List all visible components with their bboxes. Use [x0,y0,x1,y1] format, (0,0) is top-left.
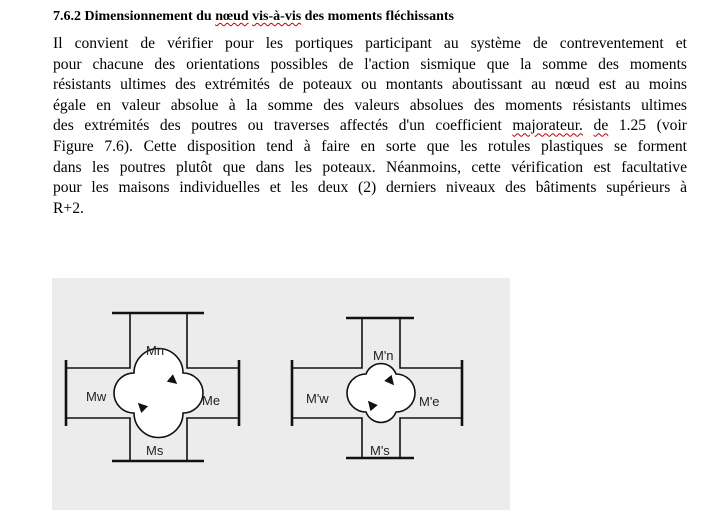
label-right-west: M'w [306,391,329,406]
label-left-north: Mn [146,343,165,358]
label-right-north: M'n [373,348,394,363]
paragraph-line-9: R+2. [53,199,84,217]
paragraph-line-5-b: majorateur. [512,117,583,135]
heading-text-c: vis-à-vis [252,9,302,24]
paragraph-line-5-c: de [593,117,609,135]
paragraph-line-3: résistants ultimes des extrémités de poteaux ou montants aboutissant au nœud est au moins [53,76,687,94]
label-right-south: M's [370,443,390,458]
paragraph-line-8: pour les maisons individuelles et les deux (2) derniers niveaux des bâtiments supérieurs à [53,179,687,197]
paragraph-line-4: égale en valeur absolue à la somme des valeurs absolues des moments résistants ultimes [53,96,687,114]
label-left-west: Mw [86,389,107,404]
paragraph-line-6: Figure 7.6). Cette disposition tend à faire en sorte que les rotules plastiques se forment [53,137,687,155]
paragraph-line-2: pour chacune des orientations possibles de l'action sismique que la somme des moments [53,55,687,73]
label-right-east: M'e [419,394,440,409]
heading-text-a: Dimensionnement du [84,9,212,24]
moment-diagram-figure [52,278,510,510]
moment-diagram-svg [52,278,510,510]
heading-text-b: nœud [215,9,249,24]
paragraph-line-5-a: des extrémités des poutres ou traverses affectés d'un coefficient [53,117,502,135]
paragraph-line-5-d: 1.25 (voir [618,117,687,135]
section-heading [53,9,454,25]
label-left-south: Ms [146,443,164,458]
heading-number: 7.6.2 [53,9,81,24]
body-paragraph [53,34,687,219]
heading-text-d: des moments fléchissants [304,9,454,24]
paragraph-line-5 [53,116,687,137]
label-left-east: Me [202,393,221,408]
paragraph-line-7: dans les poutres plutôt que dans les poteaux. Néanmoins, cette vérification est facultative [53,158,687,176]
paragraph-line-1: Il convient de vérifier pour les portiques participant au système de contreventement et [53,35,687,52]
